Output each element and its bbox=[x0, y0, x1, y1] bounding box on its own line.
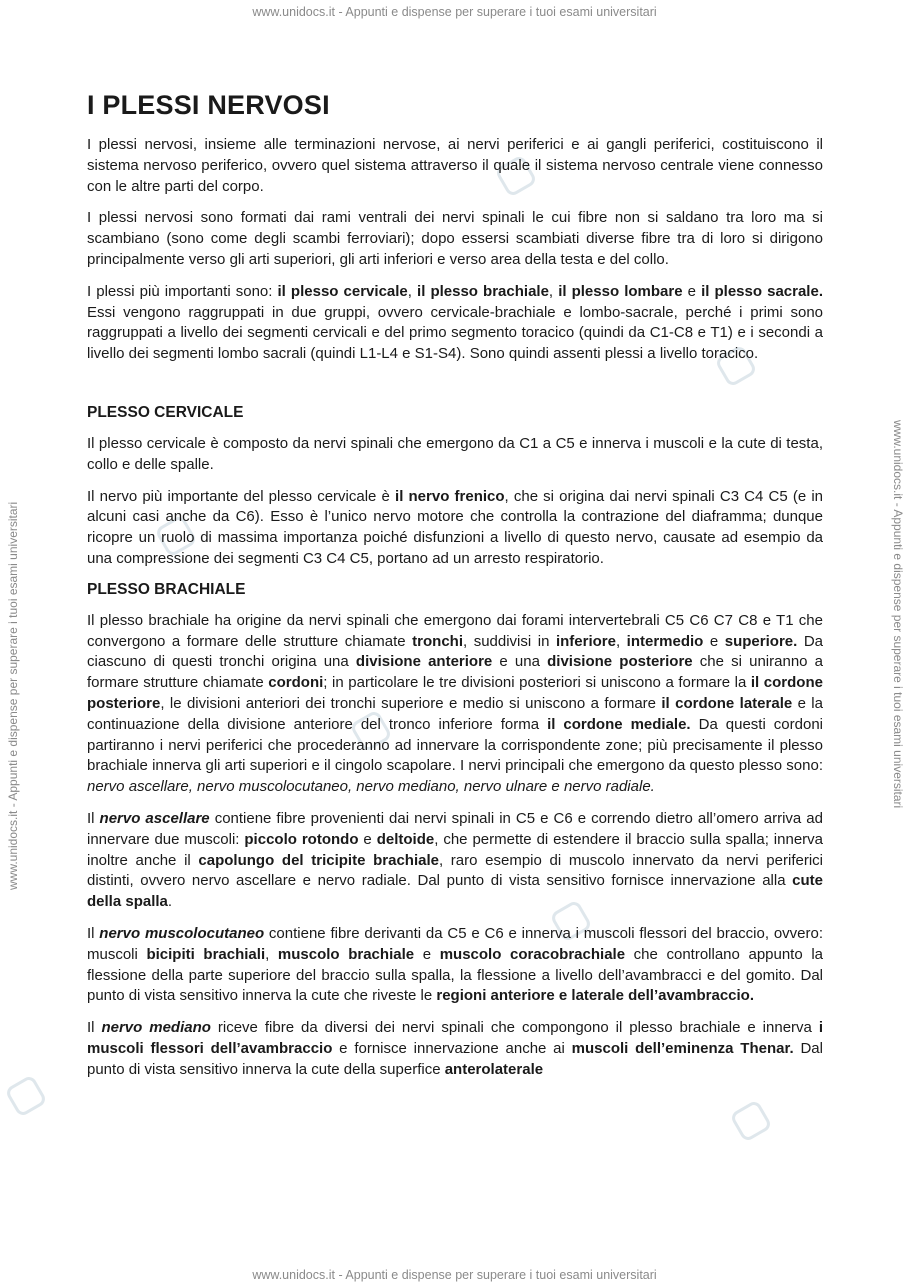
page-title: I PLESSI NERVOSI bbox=[87, 90, 330, 120]
watermark-logo-icon bbox=[729, 1099, 773, 1143]
cervicale-paragraph-1: Il plesso cervicale è composto da nervi spinali che emergono da C1 a C5 e innerva i muscoli e la cute di testa, collo e delle spalle. bbox=[87, 434, 823, 473]
section-heading-brachiale: PLESSO BRACHIALE bbox=[87, 580, 246, 598]
section-heading-cervicale: PLESSO CERVICALE bbox=[87, 403, 244, 421]
intro-paragraph-2: I plessi nervosi sono formati dai rami ventrali dei nervi spinali le cui fibre non si saldano tra loro ma si scambiano (sono come degli scambi ferroviari); dopo essersi scambiati diverse fibre tra di loro si dirigono principalmente verso gli arti superiori, gli arti inferiori e verso area della testa e del collo. bbox=[87, 209, 823, 268]
intro-paragraph-3: I plessi più importanti sono: il plesso cervicale, il plesso brachiale, il plesso lombare e il plesso sacrale. Essi vengono raggruppati in due gruppi, ovvero cervicale-brachiale e lombo-sacrale, perché i primi sono raggruppati a livello dei segmenti cervicali e del primo segmento toracico (quindi da C1-C8 e T1) e i secondi a livello dei segmenti lombo sacrali (quindi L1-L4 e S1-S4). Sono quindi assenti plessi a livello toracico. bbox=[87, 282, 823, 363]
watermark-left: www.unidocs.it - Appunti e dispense per superare i tuoi esami universitari bbox=[6, 501, 20, 890]
muscolocutaneo-paragraph: Il nervo muscolocutaneo contiene fibre derivanti da C5 e C6 e innerva i muscoli flessori del braccio, ovvero: muscoli bicipiti brachiali, muscolo brachiale e muscolo coracobrachiale che controllano appunto la flessione della parte superiore del braccio sulla spalla, la flessione a livello dell’avambracci e del gomito. Dal punto di vista sensitivo innerva la cute che riveste le regioni anteriore e laterale dell’avambraccio. bbox=[87, 924, 824, 1005]
intro-paragraph-1: I plessi nervosi, insieme alle terminazioni nervose, ai nervi periferici e ai gangli periferici, costituiscono il sistema nervoso periferico, ovvero quel sistema attraverso il quale il sistema nervoso centrale viene connesso con le altre parti del corpo. bbox=[87, 136, 823, 195]
ascellare-paragraph: Il nervo ascellare contiene fibre provenienti dai nervi spinali in C5 e C6 e correndo dietro all’omero arriva ad innervare due muscoli: piccolo rotondo e deltoide, che permette di estendere il braccio sulla spalla; innerva inoltre anche il capolungo del tricipite brachiale, raro esempio di muscolo innervato da nervi periferici distinti, ovvero nervo ascellare e nervo radiale. Dal punto di vista sensitivo fornisce innervazione alla cute della spalla. bbox=[87, 809, 823, 911]
brachiale-paragraph-1: Il plesso brachiale ha origine da nervi spinali che emergono dai forami intervertebrali C5 C6 C7 C8 e T1 che convergono a formare delle strutture chiamate tronchi, suddivisi in inferiore, intermedio e superiore. Da ciascuno di questi tronchi origina una divisione anteriore e una divisione posteriore che si uniranno a formare strutture chiamate cordoni; in particolare le tre divisioni posteriori si uniscono a formare la il cordone posteriore, le divisioni anteriori dei tronchi superiore e medio si uniscono a formare il cordone laterale e la continuazione della divisione anteriore del tronco inferiore forma il cordone mediale. Da questi cordoni partiranno i nervi periferici che procederanno ad innervare la corrispondente zone; più precisamente il plesso brachiale innerva gli arti superiori e il cingolo scapolare. I nervi principali che emergono da questo plesso sono: nervo ascellare, nervo muscolocutaneo, nervo mediano, nervo ulnare e nervo radiale. bbox=[87, 611, 824, 796]
cervicale-paragraph-2: Il nervo più importante del plesso cervicale è il nervo frenico, che si origina dai nervi spinali C3 C4 C5 (e in alcuni casi anche da C6). Esso è l’unico nervo motore che controlla la contrazione del diaframma; dunque ricopre un ruolo di massima importanza poiché disfunzioni a livello di questo nervo, causate ad esempio da una compressione dei segmenti C3 C4 C5, portano ad un arresto respiratorio. bbox=[87, 487, 823, 567]
mediano-paragraph: Il nervo mediano riceve fibre da diversi dei nervi spinali che compongono il plesso brachiale e innerva i muscoli flessori dell’avambraccio e fornisce innervazione anche ai muscoli dell’eminenza Thenar. Dal punto di vista sensitivo innerva la cute della superfice anterolaterale bbox=[87, 1019, 823, 1078]
watermark-logo-icon bbox=[4, 1074, 48, 1118]
watermark-top: www.unidocs.it - Appunti e dispense per superare i tuoi esami universitari bbox=[252, 5, 657, 19]
watermark-right: www.unidocs.it - Appunti e dispense per superare i tuoi esami universitari bbox=[891, 420, 905, 809]
document-body bbox=[87, 90, 823, 1091]
watermark-bottom: www.unidocs.it - Appunti e dispense per superare i tuoi esami universitari bbox=[252, 1268, 657, 1282]
